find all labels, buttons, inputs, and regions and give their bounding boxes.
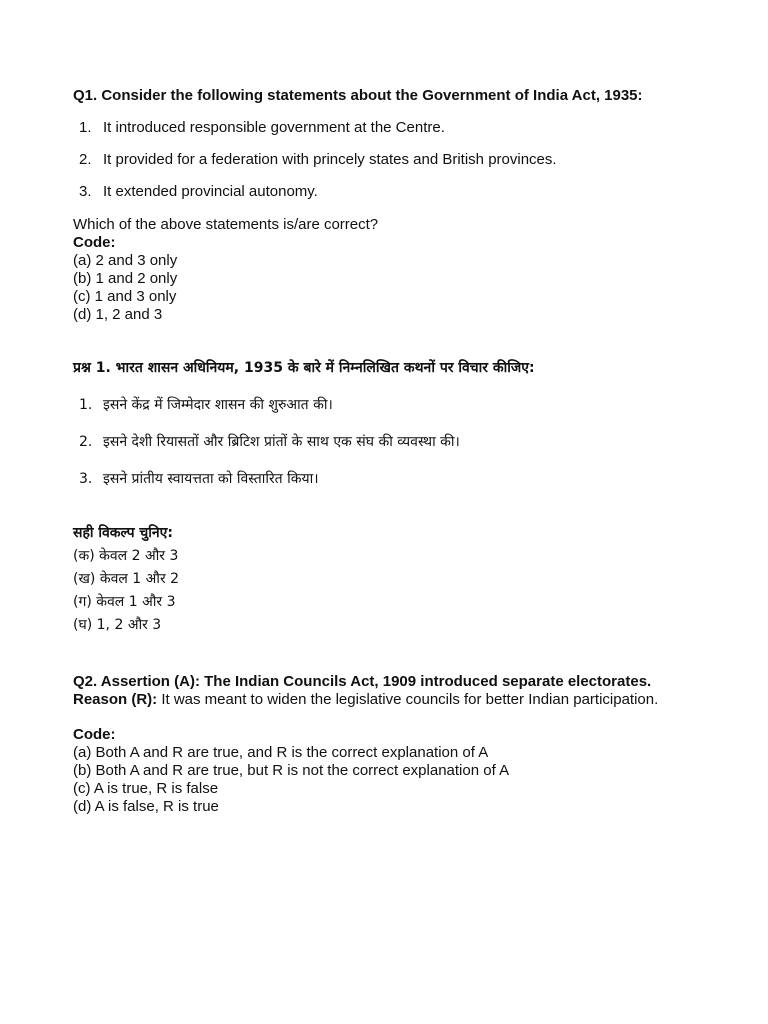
q1-hindi-option-c: (ग) केवल 1 और 3 xyxy=(73,594,176,610)
q1-hindi-statement-3 xyxy=(79,470,319,488)
q1-option-c: (c) 1 and 3 only xyxy=(73,288,177,305)
q1-statement-2 xyxy=(79,151,557,169)
q2-reason xyxy=(73,691,733,709)
q1-hindi-code-label: सही विकल्प चुनिए: xyxy=(73,525,174,541)
q1-hindi-option-a: (क) केवल 2 और 3 xyxy=(73,548,179,564)
q1-hindi-answer-block xyxy=(73,522,733,637)
statement-text: इसने प्रांतीय स्वायत्तता को विस्तारित किया। xyxy=(103,471,319,487)
statement-number: 2. xyxy=(79,434,93,450)
q1-hindi-option-d: (घ) 1, 2 और 3 xyxy=(73,617,162,633)
q1-code-label: Code: xyxy=(73,234,116,251)
q1-title: Q1. Consider the following statements about the Government of India Act, 1935: xyxy=(73,87,643,104)
statement-text: इसने केंद्र में जिम्मेदार शासन की शुरुआत की। xyxy=(103,397,333,413)
q1-option-b: (b) 1 and 2 only xyxy=(73,270,178,287)
q1-option-d: (d) 1, 2 and 3 xyxy=(73,306,163,323)
q2-block xyxy=(73,673,733,709)
q1-question: Which of the above statements is/are correct? xyxy=(73,216,379,233)
q2-option-d: (d) A is false, R is true xyxy=(73,798,219,815)
statement-text: It extended provincial autonomy. xyxy=(103,183,318,200)
q1-hindi-title: प्रश्न 1. भारत शासन अधिनियम, 1935 के बारे में निम्नलिखित कथनों पर विचार कीजिए: xyxy=(73,360,535,376)
q2-answer-block xyxy=(73,726,733,816)
q2-option-a: (a) Both A and R are true, and R is the correct explanation of A xyxy=(73,744,489,761)
q2-option-c: (c) A is true, R is false xyxy=(73,780,219,797)
q1-statement-3 xyxy=(79,183,318,201)
q1-hindi-statement-2 xyxy=(79,433,460,451)
q1-option-a: (a) 2 and 3 only xyxy=(73,252,178,269)
statement-text: It introduced responsible government at the Centre. xyxy=(103,119,445,136)
statement-number: 3. xyxy=(79,471,93,487)
q2-assertion: Q2. Assertion (A): The Indian Councils Act, 1909 introduced separate electorates. xyxy=(73,673,652,690)
statement-number: 3. xyxy=(79,183,92,200)
statement-text: It provided for a federation with princely states and British provinces. xyxy=(103,151,557,168)
statement-number: 1. xyxy=(79,397,93,413)
statement-number: 1. xyxy=(79,119,92,136)
q1-answer-block xyxy=(73,216,733,324)
q2-reason-text: It was meant to widen the legislative councils for better Indian participation. xyxy=(157,691,659,708)
statement-text: इसने देशी रियासतों और ब्रिटिश प्रांतों के साथ एक संघ की व्यवस्था की। xyxy=(103,434,460,450)
q1-hindi-option-b: (ख) केवल 1 और 2 xyxy=(73,571,180,587)
q1-statement-1 xyxy=(79,119,445,137)
q2-reason-label: Reason (R): xyxy=(73,691,158,708)
q2-code-label: Code: xyxy=(73,726,116,743)
q2-option-b: (b) Both A and R are true, but R is not the correct explanation of A xyxy=(73,762,510,779)
q1-hindi-statement-1 xyxy=(79,396,333,414)
statement-number: 2. xyxy=(79,151,92,168)
